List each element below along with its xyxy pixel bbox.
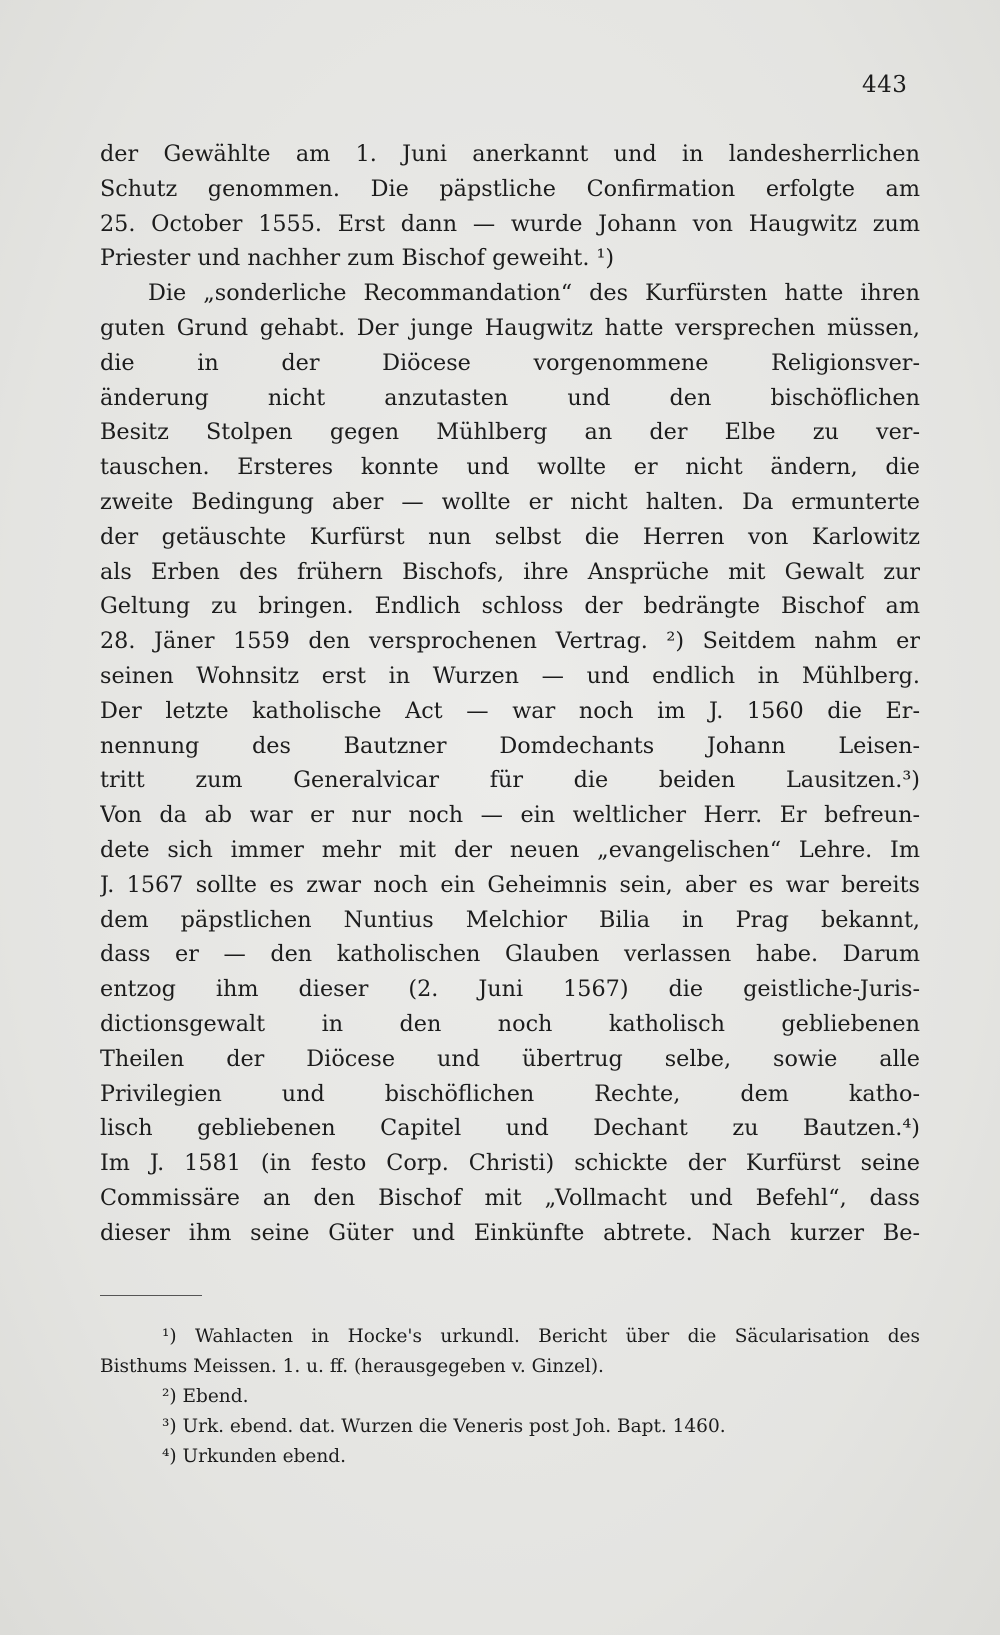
body-line: lisch gebliebenen Capitel und Dechant zu Bautzen.⁴) — [100, 1115, 920, 1142]
body-line: der getäuschte Kurfürst nun selbst die Herren von Karlowitz — [100, 523, 920, 550]
body-line: Privilegien und bischöflichen Rechte, dem katho- — [100, 1080, 920, 1107]
body-line: dete sich immer mehr mit der neuen „evangelischen“ Lehre. Im — [100, 836, 920, 863]
body-line: seinen Wohnsitz erst in Wurzen — und endlich in Mühlberg. — [100, 662, 920, 689]
footnote-continuation: Bisthums Meissen. 1. u. ff. (herausgegeben v. Ginzel). — [100, 1356, 604, 1377]
body-line: guten Grund gehabt. Der junge Haugwitz hatte versprechen müssen, — [100, 314, 920, 341]
body-line: entzog ihm dieser (2. Juni 1567) die geistliche-Juris- — [100, 976, 920, 1003]
body-line: tritt zum Generalvicar für die beiden Lausitzen.³) — [100, 767, 920, 794]
footnote: ⁴) Urkunden ebend. — [162, 1446, 346, 1467]
body-line: zweite Bedingung aber — wollte er nicht halten. Da ermunterte — [100, 488, 920, 515]
body-line: Der letzte katholische Act — war noch im J. 1560 die Er- — [100, 697, 920, 724]
body-line: als Erben des frühern Bischofs, ihre Ansprüche mit Gewalt zur — [100, 558, 920, 585]
body-line: Besitz Stolpen gegen Mühlberg an der Elbe zu ver- — [100, 419, 920, 446]
body-line: änderung nicht anzutasten und den bischöflichen — [100, 384, 920, 411]
body-line: dictionsgewalt in den noch katholisch gebliebenen — [100, 1010, 920, 1037]
footnote: ³) Urk. ebend. dat. Wurzen die Veneris post Joh. Bapt. 1460. — [162, 1416, 726, 1437]
body-line: Von da ab war er nur noch — ein weltlicher Herr. Er befreun- — [100, 802, 920, 829]
footnote-divider — [100, 1295, 202, 1296]
body-line: dem päpstlichen Nuntius Melchior Bilia in Prag bekannt, — [100, 906, 920, 933]
body-line: Theilen der Diöcese und übertrug selbe, sowie alle — [100, 1045, 920, 1072]
body-line: Die „sonderliche Recommandation“ des Kurfürsten hatte ihren — [148, 280, 920, 307]
body-line: Geltung zu bringen. Endlich schloss der bedrängte Bischof am — [100, 593, 920, 620]
body-line: dieser ihm seine Güter und Einkünfte abtrete. Nach kurzer Be- — [100, 1219, 920, 1246]
body-line: nennung des Bautzner Domdechants Johann Leisen- — [100, 732, 920, 759]
body-line: tauschen. Ersteres konnte und wollte er nicht ändern, die — [100, 454, 920, 481]
body-line: die in der Diöcese vorgenommene Religionsver- — [100, 349, 920, 376]
body-line: Priester und nachher zum Bischof geweiht. ¹) — [100, 245, 615, 272]
body-line: Schutz genommen. Die päpstliche Confirmation erfolgte am — [100, 175, 920, 202]
footnotes — [100, 1322, 920, 1472]
footnote: ¹) Wahlacten in Hocke's urkundl. Bericht über die Säcularisation des — [162, 1326, 920, 1347]
body-line: dass er — den katholischen Glauben verlassen habe. Darum — [100, 941, 920, 968]
body-line: Commissäre an den Bischof mit „Vollmacht und Befehl“, dass — [100, 1184, 920, 1211]
body-line: 25. October 1555. Erst dann — wurde Johann von Haugwitz zum — [100, 210, 920, 237]
body-line: J. 1567 sollte es zwar noch ein Geheimnis sein, aber es war bereits — [100, 871, 920, 898]
body-line: Im J. 1581 (in festo Corp. Christi) schickte der Kurfürst seine — [100, 1150, 920, 1177]
footnote: ²) Ebend. — [162, 1386, 249, 1407]
body-line: 28. Jäner 1559 den versprochenen Vertrag. ²) Seitdem nahm er — [100, 628, 920, 655]
main-text — [100, 137, 920, 1251]
page-number: 443 — [862, 72, 908, 98]
body-line: der Gewählte am 1. Juni anerkannt und in landesherrlichen — [100, 141, 920, 167]
